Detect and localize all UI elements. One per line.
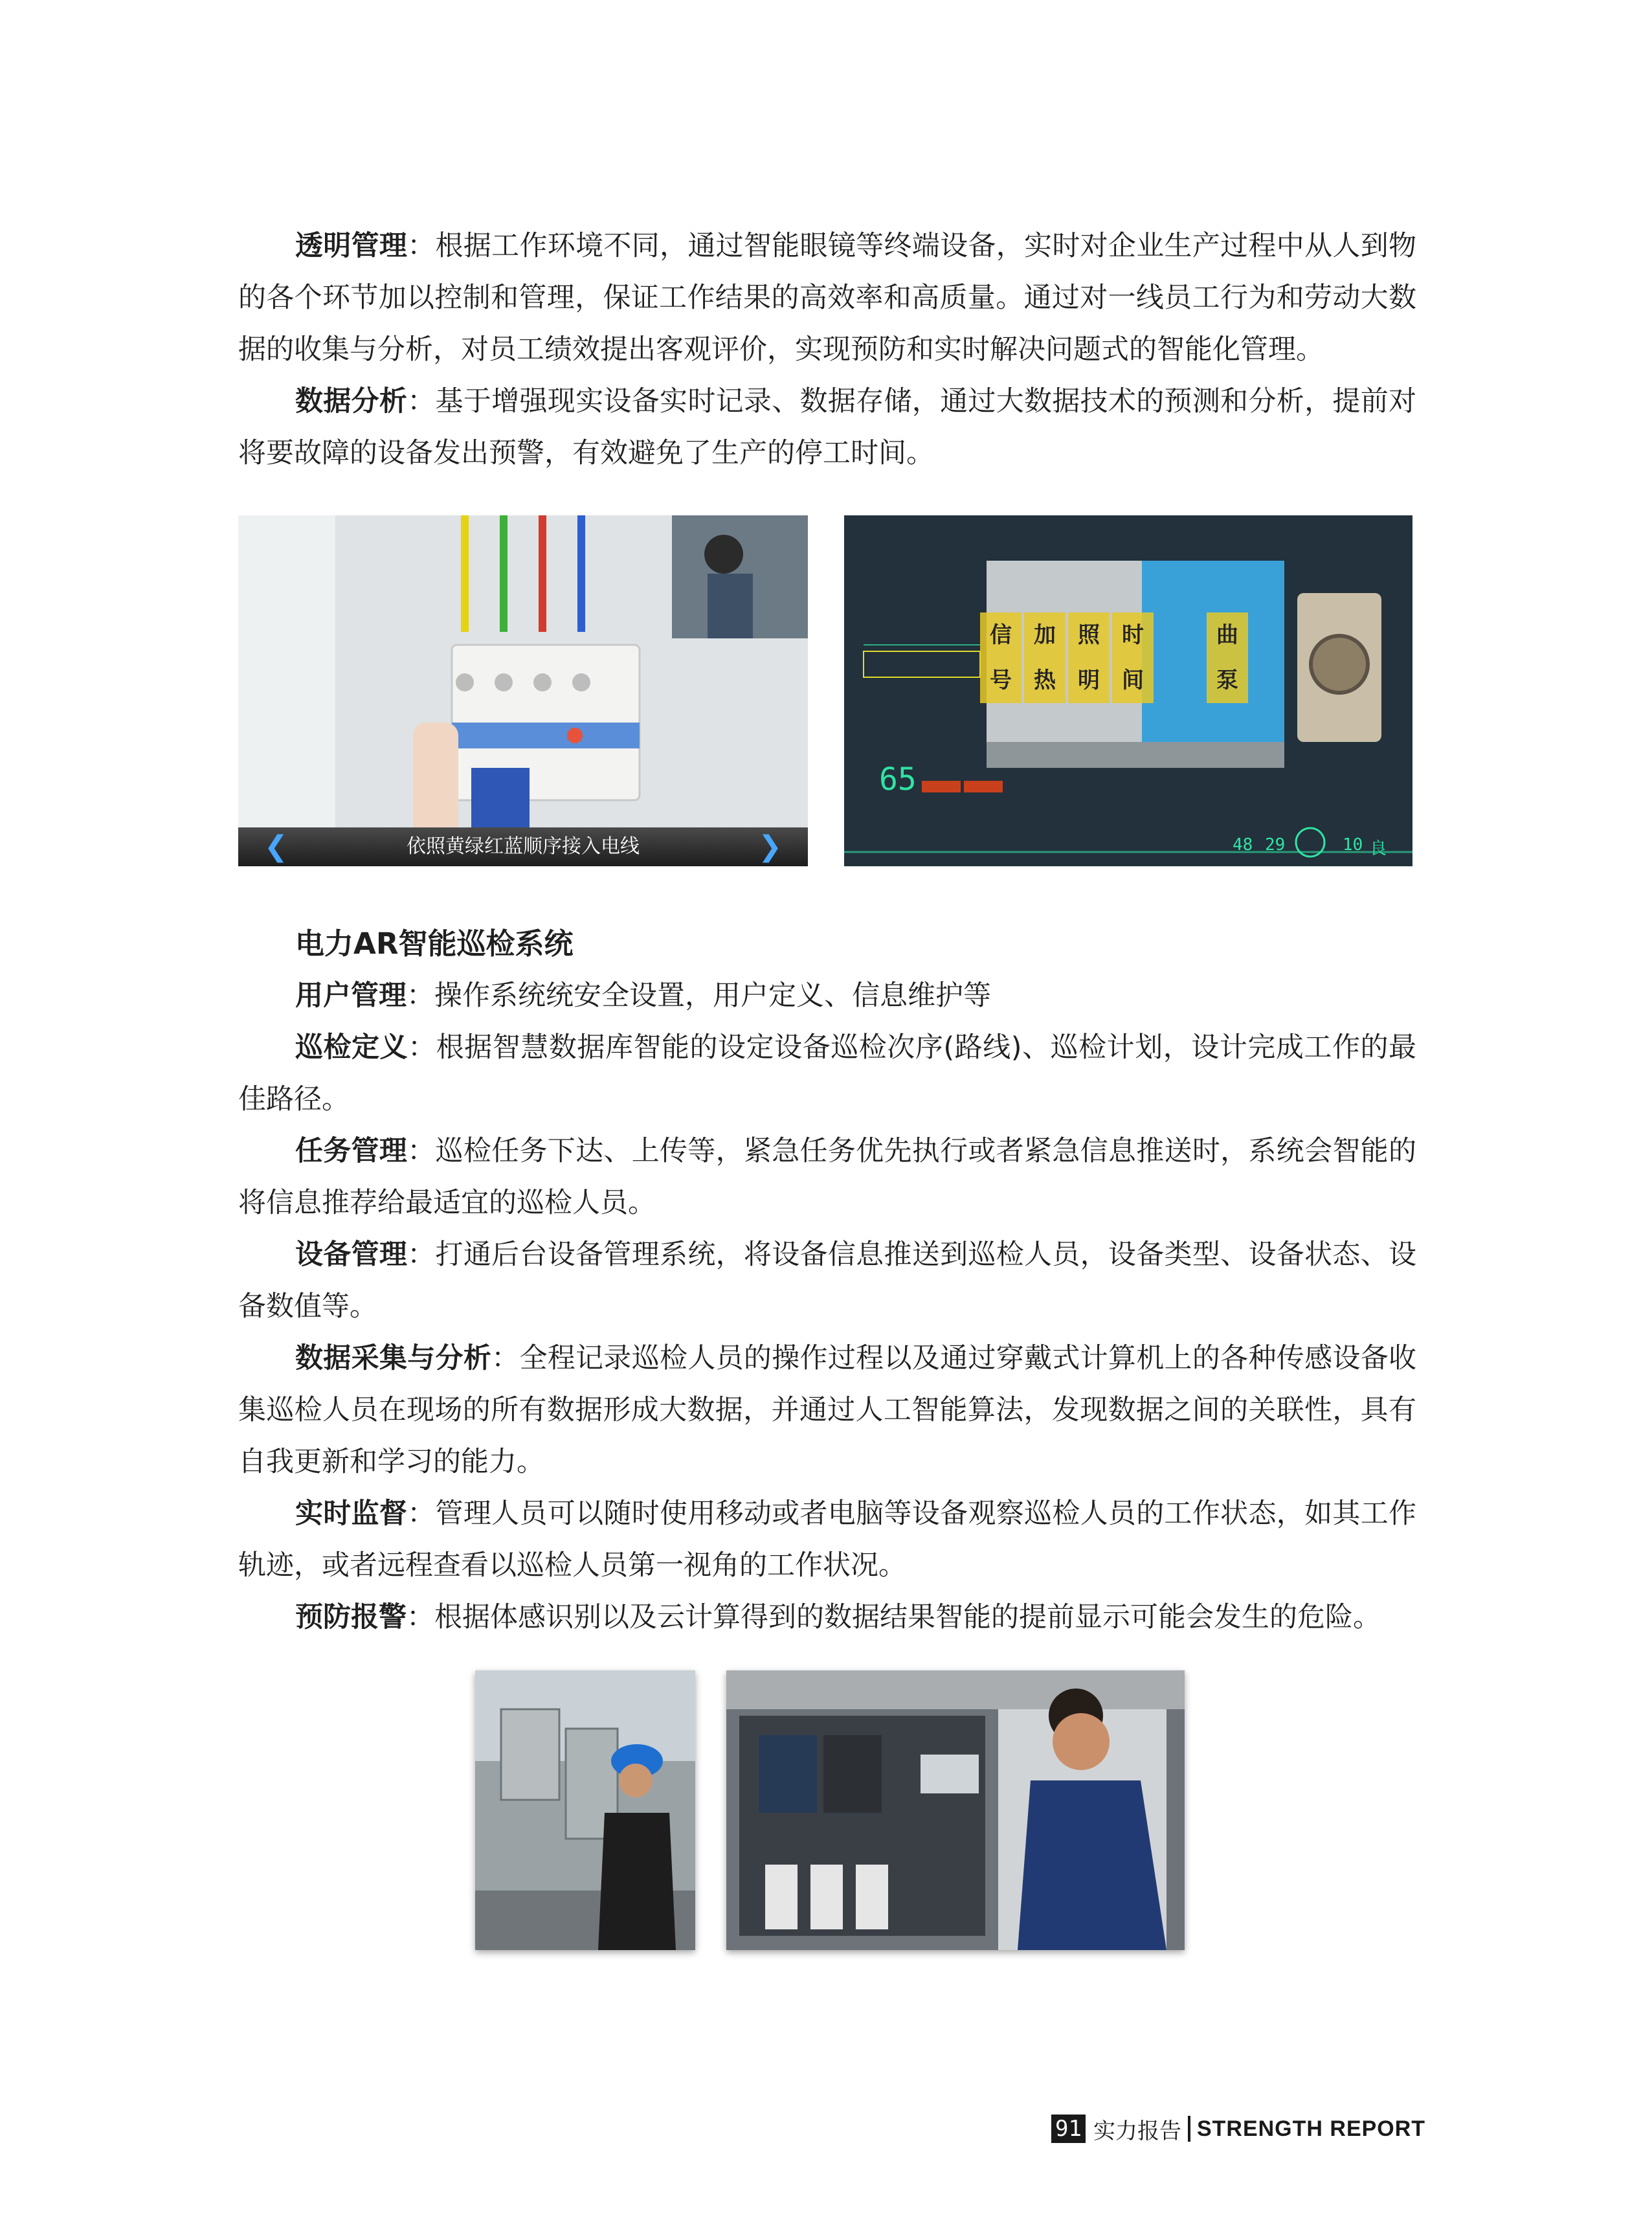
ar-panel-hud-photo <box>844 515 1412 866</box>
term-data-analysis: 数据分析 <box>295 385 408 418</box>
paragraph-text: 根据工作环境不同，通过智能眼镜等终端设备，实时对企业生产过程中从人到物的各个环节加以控制和管理，保证工作结果的高效率和高质量。通过对一线员工行为和劳动大数据的收集与分析，对员工绩效提出客观评价，实现预防和实时解决问题式的智能化管理。 <box>238 230 1417 366</box>
hud-label-time: 时间 <box>1112 612 1154 703</box>
item-prevention-alarm: 预防报警：根据体感识别以及云计算得到的数据结果智能的提前显示可能会发生的危险。 <box>295 1601 1381 1633</box>
ar-instruction-bar <box>238 827 808 866</box>
footer-title-en: STRENGTH REPORT <box>1196 2116 1426 2141</box>
item-device-management: 设备管理：打通后台设备管理系统，将设备信息推送到巡检人员，设备类型、设备状态、设备数值等。 <box>238 1239 1417 1323</box>
worker-at-meter-box-illustration <box>475 1670 695 1950</box>
hud-big-number: 65 <box>879 761 917 798</box>
item-task-management: 任务管理：巡检任务下达、上传等，紧急任务优先执行或者紧急信息推送时，系统会智能的将信息推荐给最适宜的巡检人员。 <box>238 1135 1417 1219</box>
item-inspection-definition: 巡检定义：根据智慧数据库智能的设定设备巡检次序(路线)、巡检计划，设计完成工作的最佳路径。 <box>238 1031 1417 1116</box>
paragraph-text: 基于增强现实设备实时记录、数据存储，通过大数据技术的预测和分析，提前对将要故障的设备发出预警，有效避免了生产的停工时间。 <box>238 385 1417 469</box>
footer-divider <box>1188 2116 1190 2142</box>
hud-readout-3: 10 <box>1343 835 1363 855</box>
hud-readout-2: 29 <box>1265 835 1286 855</box>
hud-readout-4: 良 <box>1370 839 1387 858</box>
hud-readout-1: 48 <box>1233 835 1253 855</box>
intro-paragraph-1: 透明管理：根据工作环境不同，通过智能眼镜等终端设备，实时对企业生产过程中从人到物的各个环节加以控制和管理，保证工作结果的高效率和高质量。通过对一线员工行为和劳动大数据的收集与分析，对员工绩效提出客观评价，实现预防和实时解决问题式的智能化管理。 <box>238 230 1417 366</box>
worker-at-cabinet-illustration <box>726 1670 1185 1950</box>
breaker-illustration <box>238 515 808 866</box>
page-number: 91 <box>1051 2115 1086 2143</box>
page-footer <box>1051 2112 1425 2146</box>
hud-label-pump: 曲泵 <box>1207 612 1248 703</box>
intro-paragraph-2: 数据分析：基于增强现实设备实时记录、数据存储，通过大数据技术的预测和分析，提前对将要故障的设备发出预警，有效避免了生产的停工时间。 <box>238 385 1417 469</box>
chevron-left-icon[interactable]: ❮ <box>264 830 288 863</box>
hud-label-lighting: 照明 <box>1068 612 1110 703</box>
section-title: 电力AR智能巡检系统 <box>295 926 574 961</box>
cabinet-inspection-photo <box>726 1670 1185 1950</box>
field-inspection-photo <box>475 1670 695 1950</box>
item-realtime-supervision: 实时监督：管理人员可以随时使用移动或者电脑等设备观察巡检人员的工作状态，如其工作轨迹，或者远程查看以巡检人员第一视角的工作状况。 <box>238 1498 1417 1582</box>
term-transparent-management: 透明管理 <box>295 230 408 262</box>
item-user-management: 用户管理：操作系统统安全设置，用户定义、信息维护等 <box>295 980 991 1012</box>
ar-instruction-text: 依照黄绿红蓝顺序接入电线 <box>407 835 640 858</box>
ar-wiring-photo <box>238 515 808 866</box>
footer-title-cn: 实力报告 <box>1093 2118 1181 2144</box>
hud-label-heating: 加热 <box>1024 612 1066 703</box>
chevron-right-icon[interactable]: ❯ <box>758 830 782 863</box>
item-data-collection: 数据采集与分析：全程记录巡检人员的操作过程以及通过穿戴式计算机上的各种传感设备收集巡检人员在现场的所有数据形成大数据，并通过人工智能算法，发现数据之间的关联性，具有自我更新和学习的能力。 <box>238 1342 1417 1478</box>
hud-label-signal: 信号 <box>980 612 1021 703</box>
